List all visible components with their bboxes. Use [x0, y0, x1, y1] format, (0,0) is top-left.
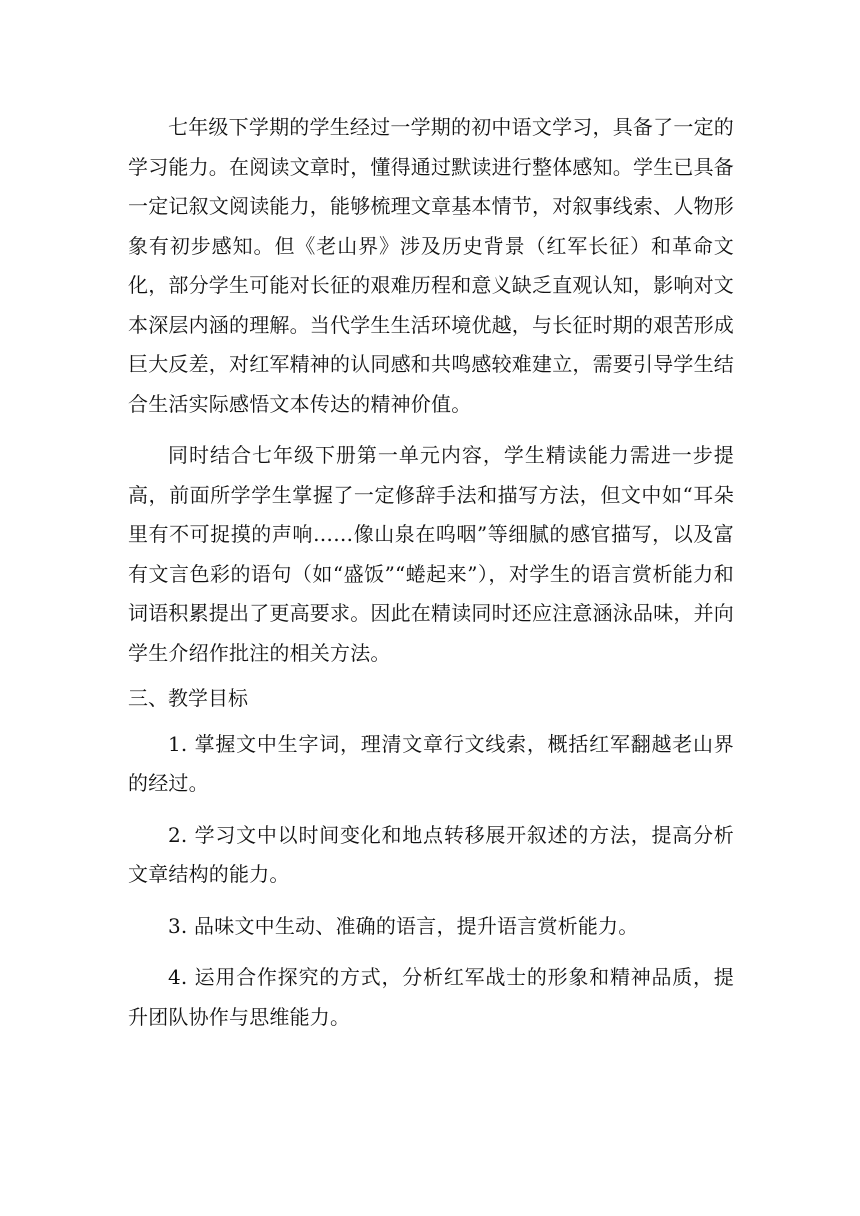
- section-heading: 三、教学目标: [128, 686, 248, 710]
- analysis-paragraph-2: 同时结合七年级下册第一单元内容，学生精读能力需进一步提高，前面所学学生掌握了一定修辞手法和描写方法，但文中如“耳朵里有不可捉摸的声响……像山泉在呜咽”等细腻的感官描写，以及富有文言色彩的语句（如“盛饭”“蜷起来”），对学生的语言赏析能力和词语积累提出了更高要求。因此在精读同时还应注意涵泳品味，并向学生介绍作批注的相关方法。: [128, 443, 734, 665]
- goal-item-3: 3. 品味文中生动、准确的语言，提升语言赏析能力。: [168, 913, 639, 938]
- goal-item-1: 1. 掌握文中生字词，理清文章行文线索，概括红军翻越老山界的经过。: [128, 731, 734, 795]
- goal-item-2: 2. 学习文中以时间变化和地点转移展开叙述的方法，提高分析文章结构的能力。: [128, 822, 734, 886]
- goal-item-4: 4. 运用合作探究的方式，分析红军战士的形象和精神品质，提升团队协作与思维能力。: [128, 965, 734, 1029]
- analysis-paragraph-1: 七年级下学期的学生经过一学期的初中语文学习，具备了一定的学习能力。在阅读文章时，懂得通过默读进行整体感知。学生已具备一定记叙文阅读能力，能够梳理文章基本情节，对叙事线索、人物形象有初步感知。但《老山界》涉及历史背景（红军长征）和革命文化，部分学生可能对长征的艰难历程和意义缺乏直观认知，影响对文本深层内涵的理解。当代学生生活环境优越，与长征时期的艰苦形成巨大反差，对红军精神的认同感和共鸣感较难建立，需要引导学生结合生活实际感悟文本传达的精神价值。: [128, 115, 734, 416]
- document-body: [128, 108, 734, 1037]
